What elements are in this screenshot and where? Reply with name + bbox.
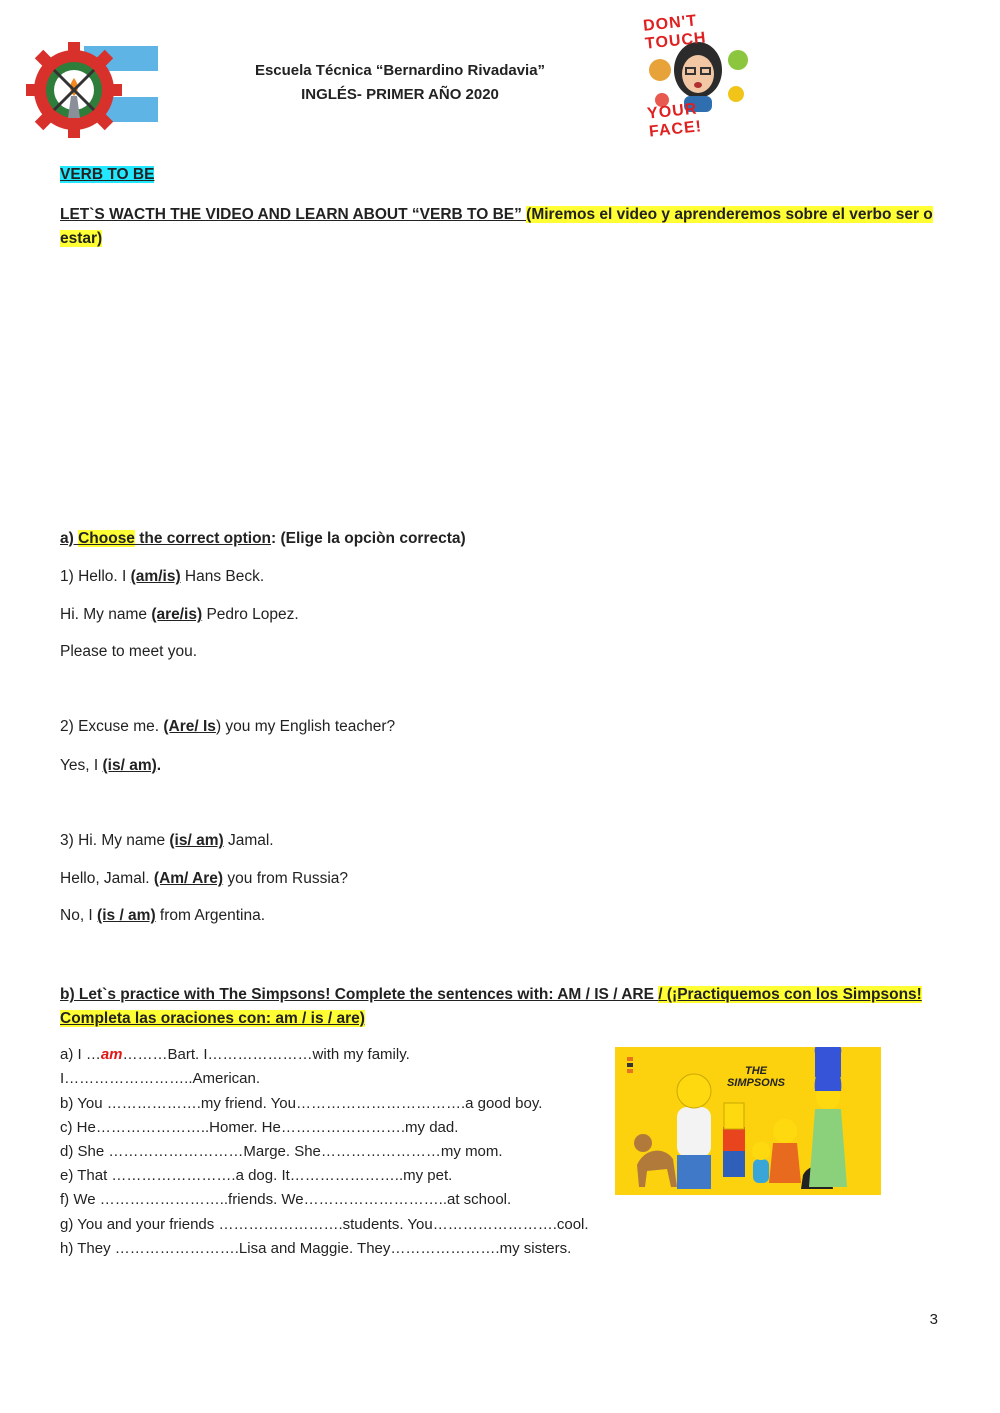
line-text: Hello, Jamal. <box>60 870 154 887</box>
part-b-heading <box>60 983 940 1031</box>
line-text: Yes, I <box>60 757 103 774</box>
option-choice[interactable]: (Are/ Is <box>163 718 216 735</box>
part-b-line[interactable]: f) We ……………………..friends. We………………………..at school. <box>60 1191 512 1208</box>
line-text: 3) Hi. My name <box>60 832 170 849</box>
part-a-heading <box>60 530 466 548</box>
option-choice[interactable]: (is/ am) <box>169 832 224 849</box>
line-text: Hans Beck. <box>180 568 265 585</box>
part-b-line[interactable]: b) You ……………….my friend. You…………………………….a good boy. <box>60 1095 543 1112</box>
line-text: ) you my English teacher? <box>215 718 396 735</box>
course-title: INGLÉS- PRIMER AÑO 2020 <box>301 86 499 103</box>
video-instruction <box>60 203 940 251</box>
line-text: Hi. My name <box>60 606 152 623</box>
option-choice[interactable]: (Am/ Are) <box>153 870 224 887</box>
part-a-line-3 <box>60 643 197 661</box>
line-text: you from Russia? <box>223 870 349 887</box>
line-text: from Argentina. <box>155 907 266 924</box>
part-a-line-1 <box>60 568 264 586</box>
line-text: a) I … <box>60 1046 101 1063</box>
sticker-text-top: DON'T TOUCH <box>642 12 708 53</box>
line-text: No, I <box>60 907 98 924</box>
video-instruction-es: (Miremos el video y aprenderemos sobre el verbo ser o estar) <box>60 206 933 247</box>
dont-touch-face-sticker <box>640 8 756 141</box>
example-answer: am <box>100 1046 123 1063</box>
part-a-line-8 <box>60 907 265 925</box>
school-emblem-graphic <box>24 36 160 144</box>
line-text: Please to meet you. <box>60 643 197 660</box>
part-a-line-4 <box>60 718 395 736</box>
part-b-line[interactable]: g) You and your friends …………………….students. You…………………….cool. <box>60 1216 589 1233</box>
page-number: 3 <box>929 1311 938 1328</box>
part-a-line-6 <box>60 832 274 850</box>
part-b-heading-es: / (¡Practiquemos con los Simpsons! Completa las oraciones con: am / is / are) <box>60 986 922 1027</box>
section-title <box>60 166 154 184</box>
option-choice[interactable]: (is/ am) <box>102 757 157 774</box>
option-choice[interactable]: (are/is) <box>151 606 203 623</box>
part-a-line-5 <box>60 757 161 775</box>
school-emblem <box>24 36 160 144</box>
part-b-heading-en: b) Let`s practice with The Simpsons! Complete the sentences with: AM / IS / ARE <box>60 986 659 1003</box>
line-text: 2) Excuse me. <box>60 718 164 735</box>
simpsons-logo: THE SIMPSONS <box>726 1065 786 1089</box>
line-text: . <box>156 757 162 774</box>
part-b-line[interactable]: I……………………..American. <box>60 1070 261 1087</box>
simpsons-image <box>615 1047 881 1195</box>
part-a-rest: the correct option <box>134 530 272 547</box>
section-title-text: VERB TO BE <box>60 166 155 183</box>
video-instruction-en: LET`S WACTH THE VIDEO AND LEARN ABOUT “VERB TO BE” <box>60 206 527 223</box>
line-text: ………Bart. I…………………with my family. <box>122 1046 410 1063</box>
option-choice[interactable]: (is / am) <box>97 907 156 924</box>
part-b-line[interactable]: d) She ………………………Marge. She……………………my mom. <box>60 1143 503 1160</box>
option-choice[interactable]: (am/is) <box>130 568 181 585</box>
sticker-text-bottom: YOUR FACE! <box>646 100 703 141</box>
line-text: Jamal. <box>223 832 274 849</box>
part-a-line-7 <box>60 870 348 888</box>
part-b-example <box>60 1046 410 1063</box>
part-a-es: : (Elige la opciòn correcta) <box>271 530 466 547</box>
part-a-line-2 <box>60 606 299 624</box>
part-b-line[interactable]: h) They …………………….Lisa and Maggie. They………………….my sisters. <box>60 1240 572 1257</box>
part-b-line[interactable]: e) That …………………….a dog. It…………………..my pet. <box>60 1167 453 1184</box>
line-text: Pedro Lopez. <box>202 606 299 623</box>
part-a-choose: Choose <box>78 530 135 547</box>
part-b-line[interactable]: c) He…………………..Homer. He…………………….my dad. <box>60 1119 459 1136</box>
line-text: 1) Hello. I <box>60 568 131 585</box>
school-name: Escuela Técnica “Bernardino Rivadavia” <box>254 62 546 79</box>
part-a-prefix: a) <box>60 530 79 547</box>
